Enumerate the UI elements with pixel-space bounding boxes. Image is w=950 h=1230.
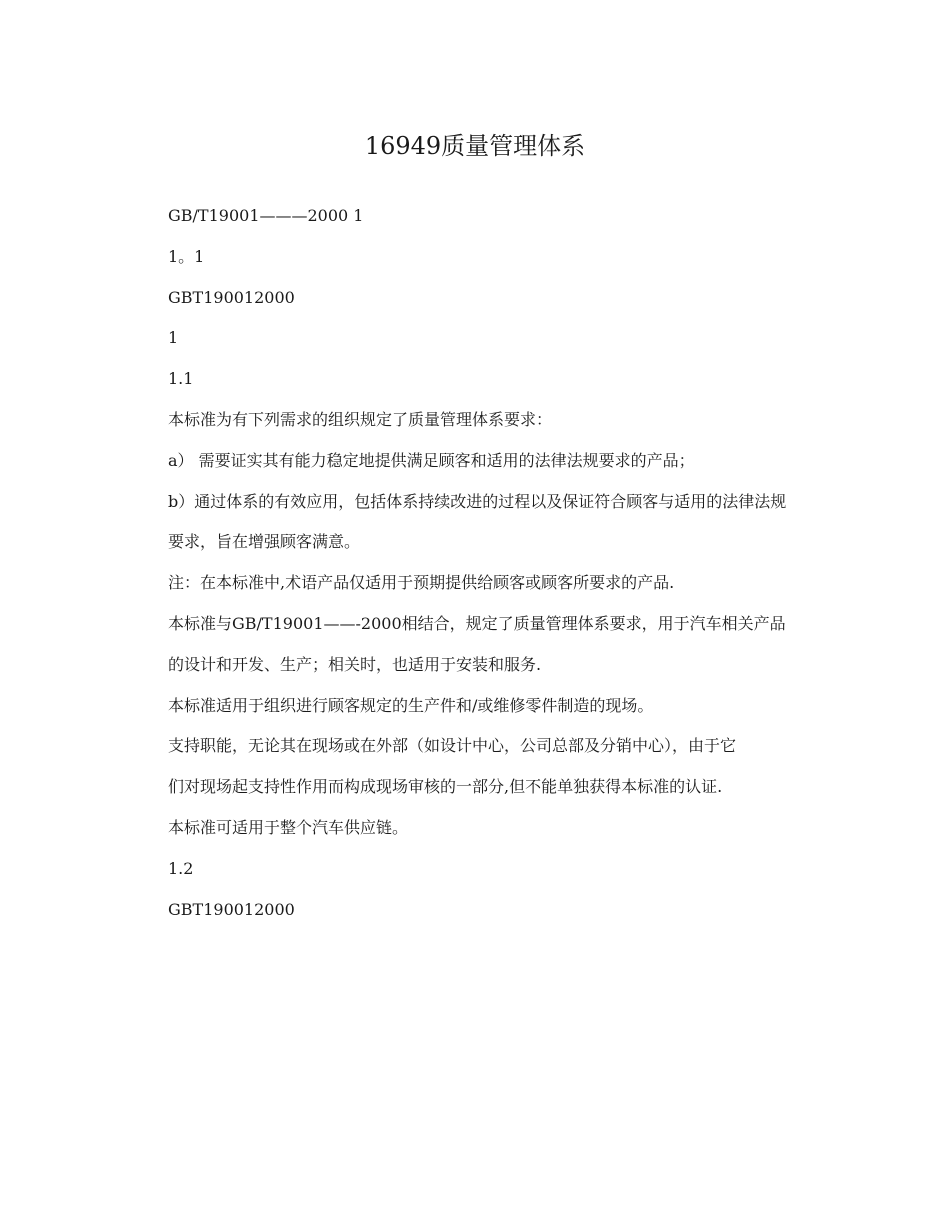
paragraph: 注：在本标准中,术语产品仅适用于预期提供给顾客或顾客所要求的产品. — [168, 573, 675, 593]
paragraph: 要求，旨在增强顾客满意。 — [168, 532, 361, 552]
paragraph: 1.2 — [168, 858, 194, 878]
paragraph: 1.1 — [168, 369, 194, 389]
paragraph: 本标准与GB/T19001——-2000相结合，规定了质量管理体系要求，用于汽车相关产品 — [168, 613, 786, 633]
paragraph: a） 需要证实其有能力稳定地提供满足顾客和适用的法律法规要求的产品； — [168, 450, 695, 470]
paragraph: 本标准可适用于整个汽车供应链。 — [168, 817, 409, 837]
document-title: 16949质量管理体系 — [364, 132, 586, 160]
document-body — [140, 196, 810, 930]
paragraph: GB/T19001———2000 1 — [168, 206, 364, 225]
paragraph: 1 — [168, 328, 179, 348]
paragraph: GBT190012000 — [168, 287, 295, 307]
paragraph: 本标准为有下列需求的组织规定了质量管理体系要求： — [168, 409, 553, 429]
paragraph: 支持职能，无论其在现场或在外部（如设计中心，公司总部及分销中心），由于它 — [168, 736, 737, 756]
paragraph: GBT190012000 — [168, 899, 295, 919]
paragraph: 的设计和开发、生产；相关时，也适用于安装和服务. — [168, 654, 542, 674]
paragraph: 们对现场起支持性作用而构成现场审核的一部分,但不能单独获得本标准的认证. — [168, 777, 723, 797]
paragraph: 1。1 — [168, 246, 205, 266]
paragraph: 本标准适用于组织进行顾客规定的生产件和/或维修零件制造的现场。 — [168, 695, 654, 715]
paragraph: b）通过体系的有效应用，包括体系持续改进的过程以及保证符合顾客与适用的法律法规 — [168, 491, 787, 511]
